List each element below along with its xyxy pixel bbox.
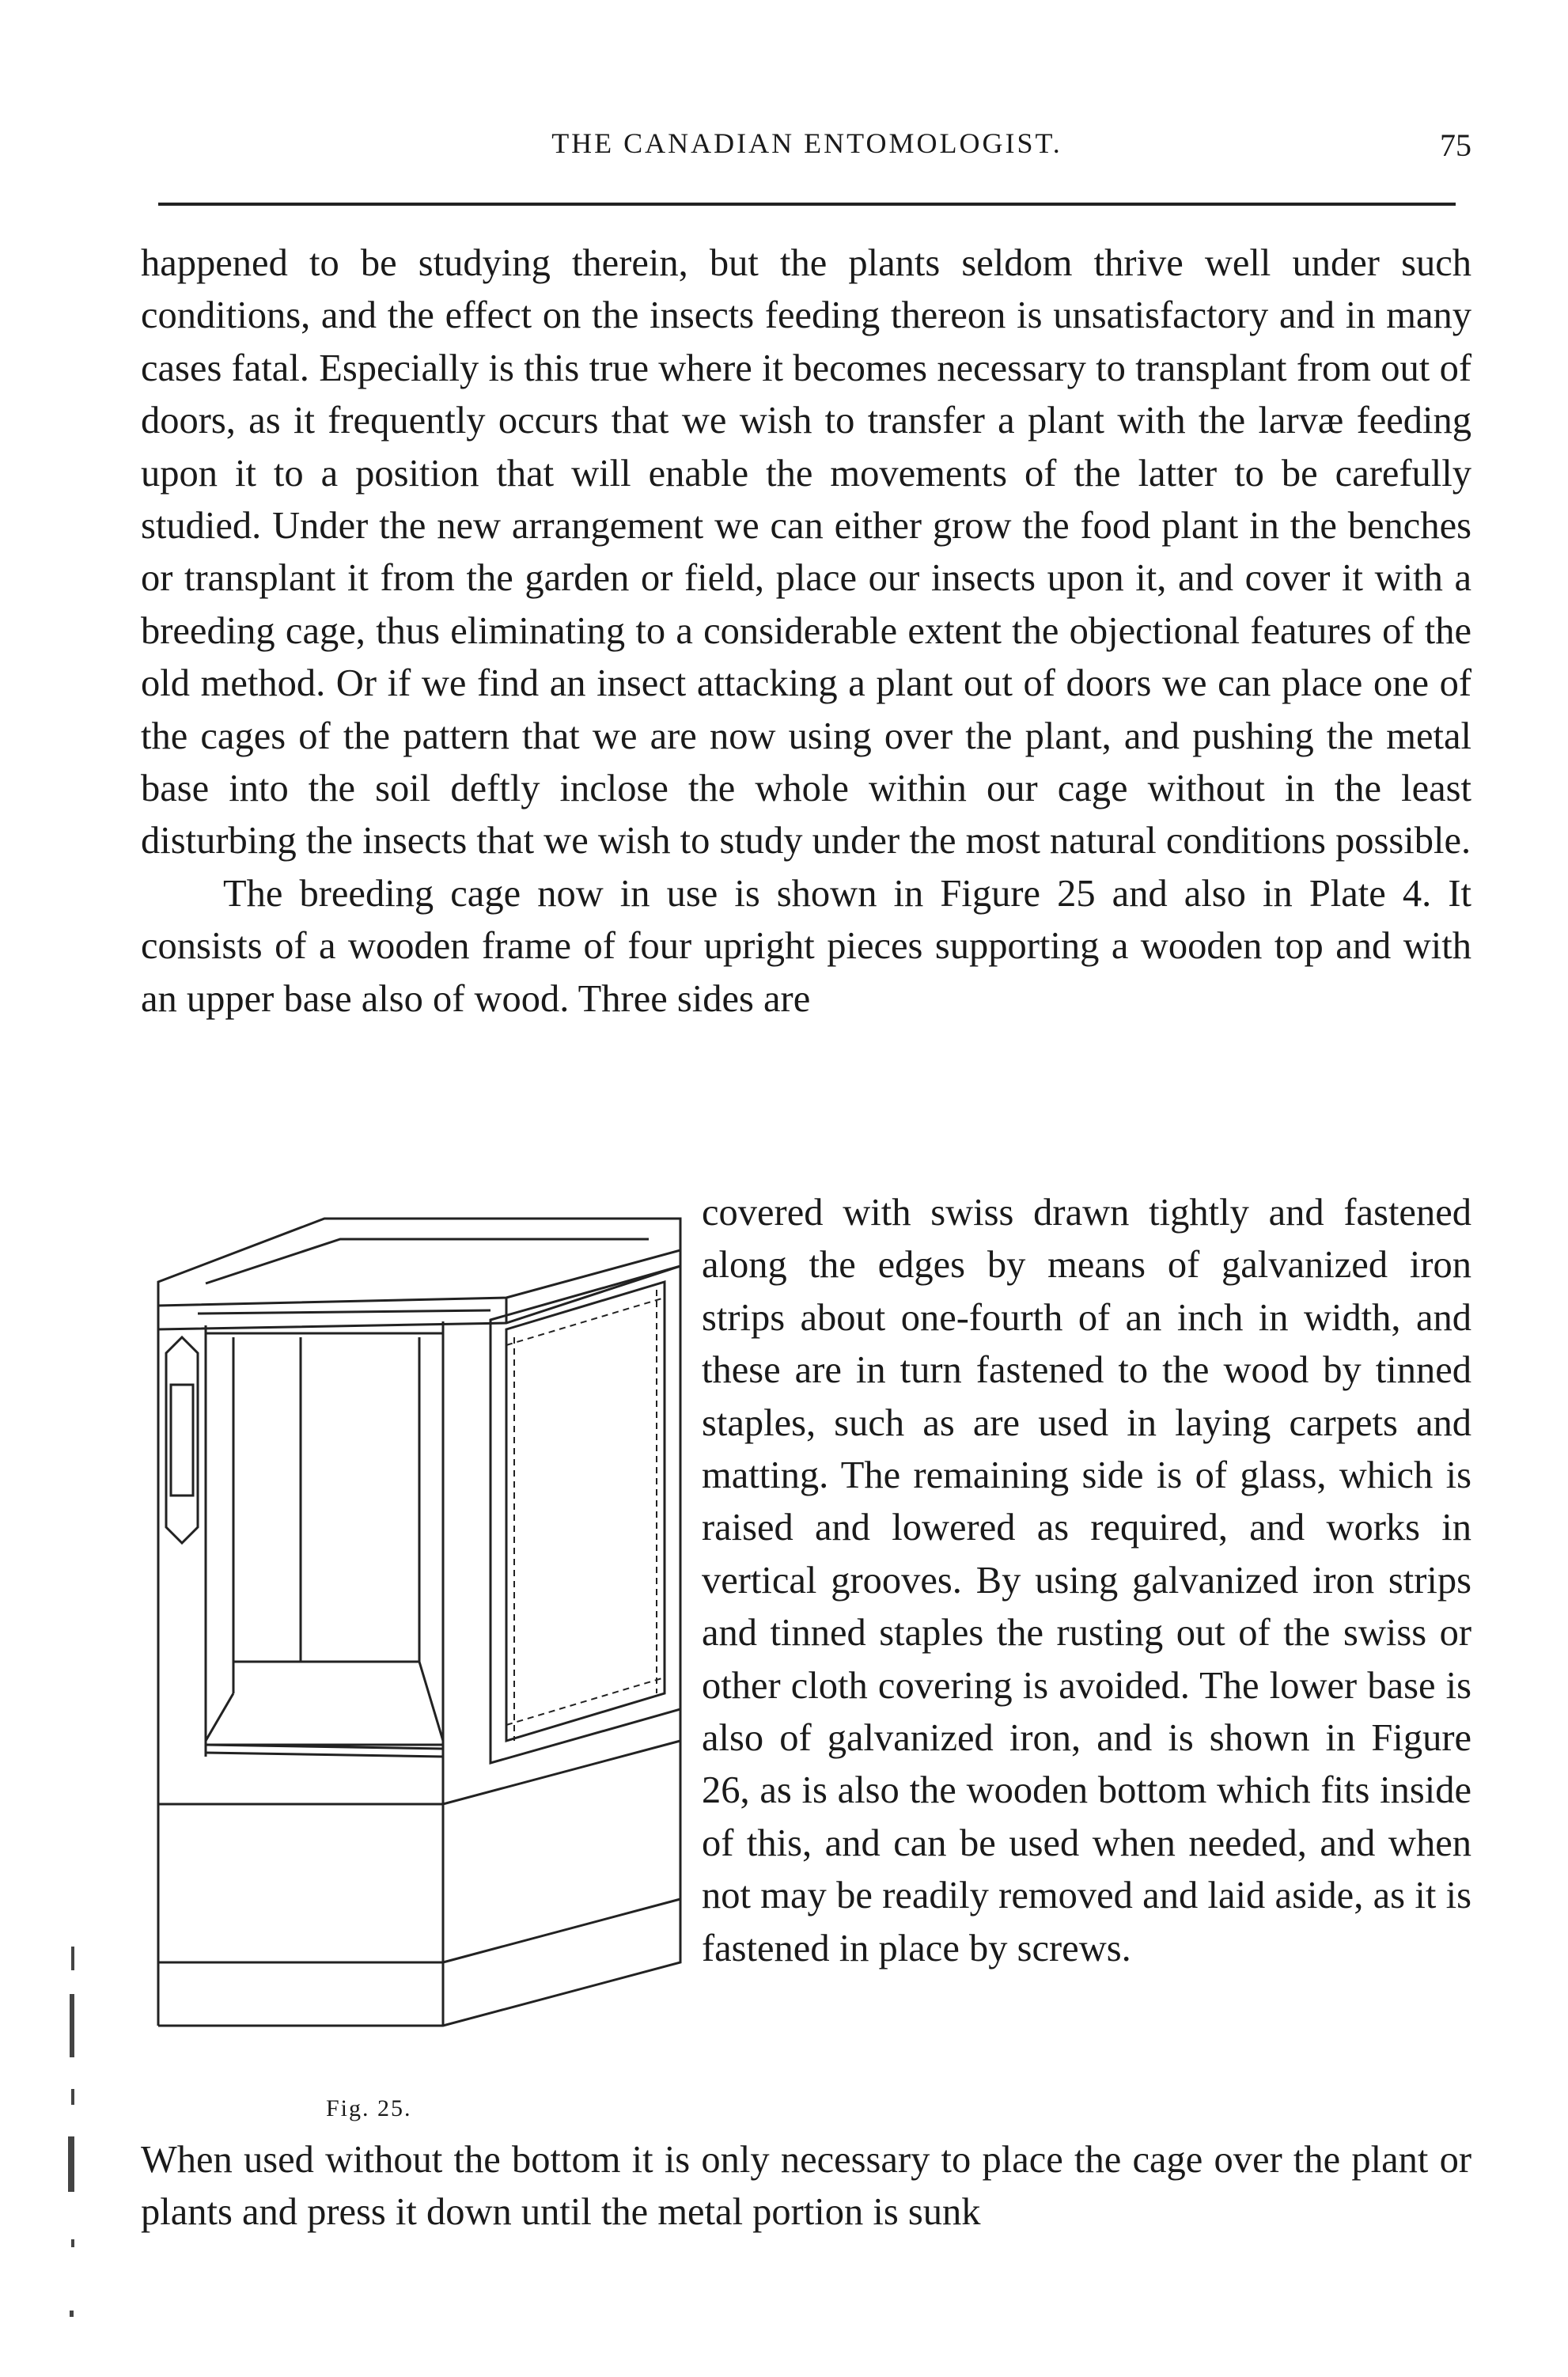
margin-specks	[47, 1345, 95, 2374]
figure-caption: Fig. 25.	[326, 2095, 412, 2121]
paragraph-2-start: The breeding cage now in use is shown in Figure 25 and also in Plate 4. It consists of a wooden frame of four upright pieces supporting a wooden top and with an upper base also of wood. Three sides are	[141, 872, 1471, 1020]
page-number: 75	[1440, 127, 1471, 163]
breeding-cage-figure	[142, 1187, 696, 2121]
paragraph-2-beside-figure: covered with swiss drawn tightly and fastened along the edges by means of galvanized iron strips about one-fourth of an inch in width, and these are in turn fastened to the wood by tinned staples, such as are used in laying carpets and matting. The remaining side is of glass, which is raised and lowered as required, and works in vertical grooves. By using galvanized iron strips and tinned staples the rusting out of the swiss or other cloth covering is avoided. The lower base is also of galvanized iron, and is shown in Figure 26, as is also the wooden bottom which fits inside of this, and can be used when needed, and when not may be readily removed and laid aside, as it is fastened in place by screws.	[702, 1192, 1471, 1969]
breeding-cage-illustration-icon	[142, 1187, 696, 2121]
text-beside-figure	[702, 1187, 1471, 1975]
header-rule	[158, 203, 1456, 206]
text-block-top	[141, 237, 1471, 1025]
paragraph-2-end: When used without the bottom it is only necessary to place the cage over the plant or plants and press it down until the metal portion is sunk	[141, 2139, 1471, 2234]
text-block-bottom	[141, 2134, 1471, 2239]
running-title: THE CANADIAN ENTOMOLOGIST.	[551, 127, 1062, 159]
page-header	[142, 127, 1471, 174]
paragraph-1: happened to be studying therein, but the plants seldom thrive well under such conditions, and the effect on the insects feeding thereon is unsatisfactory and in many cases fatal. Especially is this true where it becomes necessary to transplant from out of doors, as it frequently occurs that we wish to transfer a plant with the larvæ feeding upon it to a position that will enable the movements of the latter to be carefully studied. Under the new arrangement we can either grow the food plant in the benches or transplant it from the garden or field, place our insects upon it, and cover it with a breeding cage, thus eliminating to a considerable extent the objectional features of the old method. Or if we find an insect attacking a plant out of doors we can place one of the cages of the pattern that we are now using over the plant, and pushing the metal base into the soil deftly inclose the whole within our cage without in the least disturbing the insects that we wish to study under the most natural conditions possible.	[141, 242, 1471, 862]
